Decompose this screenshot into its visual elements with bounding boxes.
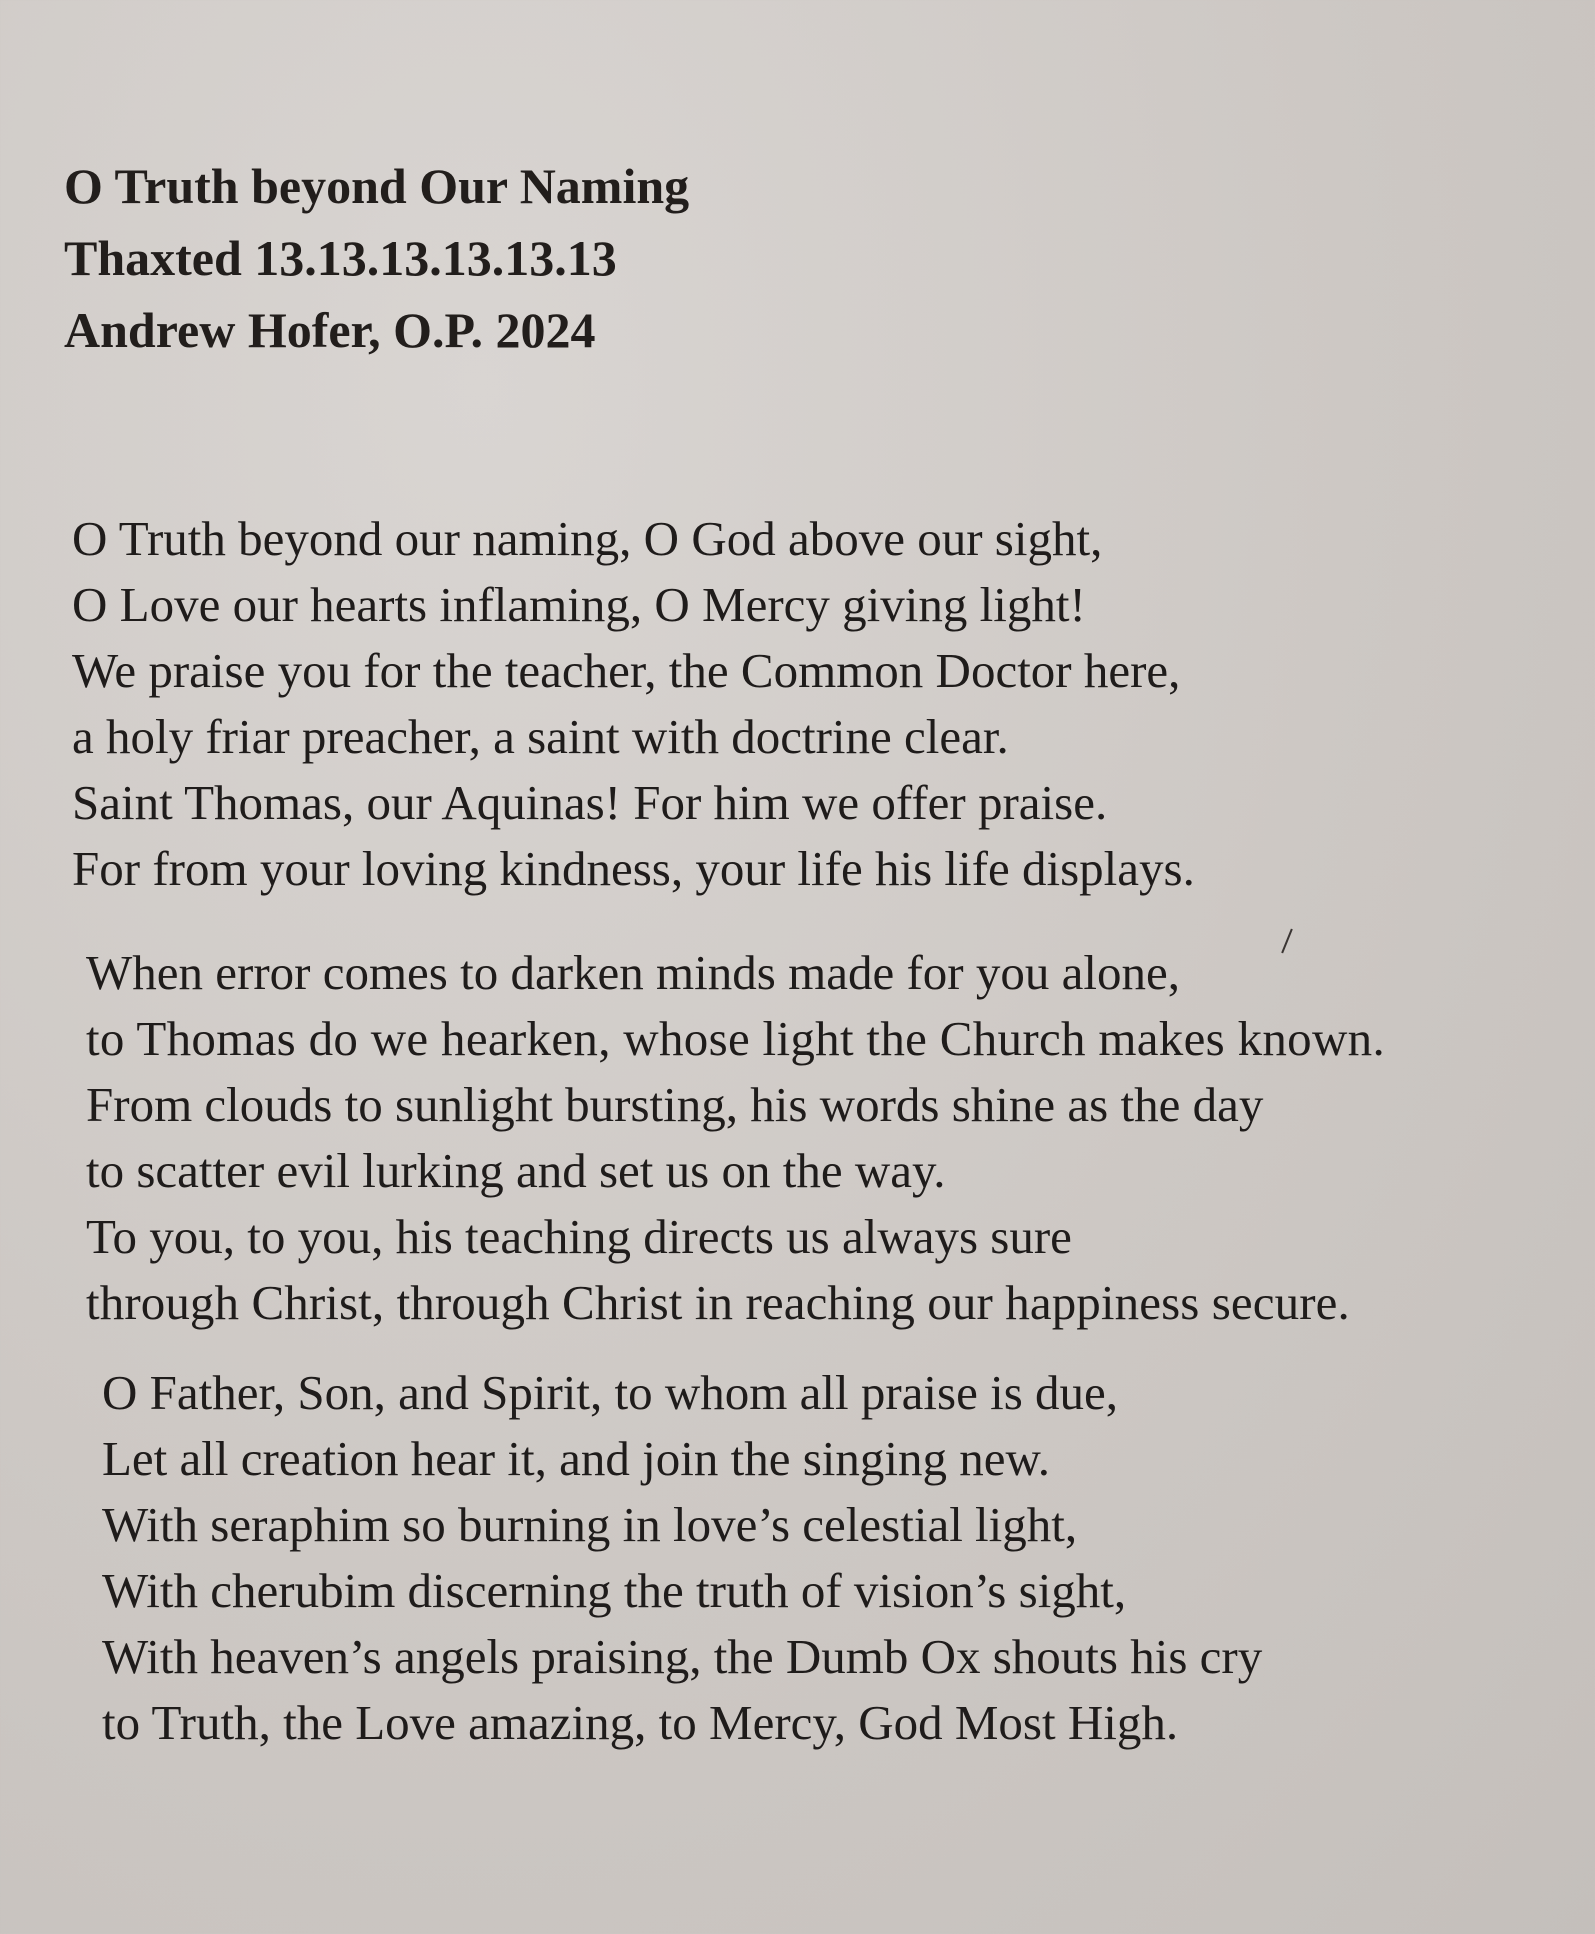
verse-line: to Thomas do we hearken, whose light the Church makes known. <box>86 1011 1386 1066</box>
verse-line: O Love our hearts inflaming, O Mercy giving light! <box>72 577 1086 632</box>
hymn-author: Andrew Hofer, O.P. 2024 <box>64 302 596 358</box>
stanza-2 <box>86 940 1595 1336</box>
hymn-tune: Thaxted 13.13.13.13.13.13 <box>64 230 617 286</box>
stanza-1 <box>72 506 1592 902</box>
verse-line: Let all creation hear it, and join the singing new. <box>102 1431 1050 1486</box>
verse-line: to scatter evil lurking and set us on the way. <box>86 1143 946 1198</box>
verse-line: a holy friar preacher, a saint with doctrine clear. <box>72 709 1009 764</box>
verse-line: O Truth beyond our naming, O God above our sight, <box>72 511 1103 566</box>
verse-line: With heaven’s angels praising, the Dumb Ox shouts his cry <box>102 1629 1263 1684</box>
verse-line: With cherubim discerning the truth of vision’s sight, <box>102 1563 1127 1618</box>
verse-line: We praise you for the teacher, the Common Doctor here, <box>72 643 1181 698</box>
verse-line: To you, to you, his teaching directs us always sure <box>86 1209 1072 1264</box>
hymn-title: O Truth beyond Our Naming <box>64 158 690 214</box>
verse-line: through Christ, through Christ in reaching our happiness secure. <box>86 1275 1350 1330</box>
verse-line: O Father, Son, and Spirit, to whom all praise is due, <box>102 1365 1119 1420</box>
verse-line: With seraphim so burning in love’s celestial light, <box>102 1497 1078 1552</box>
verse-line: For from your loving kindness, your life his life displays. <box>72 841 1195 896</box>
verse-line: to Truth, the Love amazing, to Mercy, God Most High. <box>102 1695 1179 1750</box>
hymn-header <box>64 150 689 366</box>
verse-line: Saint Thomas, our Aquinas! For him we offer praise. <box>72 775 1108 830</box>
verse-line: When error comes to darken minds made for you alone, <box>86 945 1180 1000</box>
verse-line: From clouds to sunlight bursting, his words shine as the day <box>86 1077 1264 1132</box>
stanza-3 <box>102 1360 1595 1756</box>
